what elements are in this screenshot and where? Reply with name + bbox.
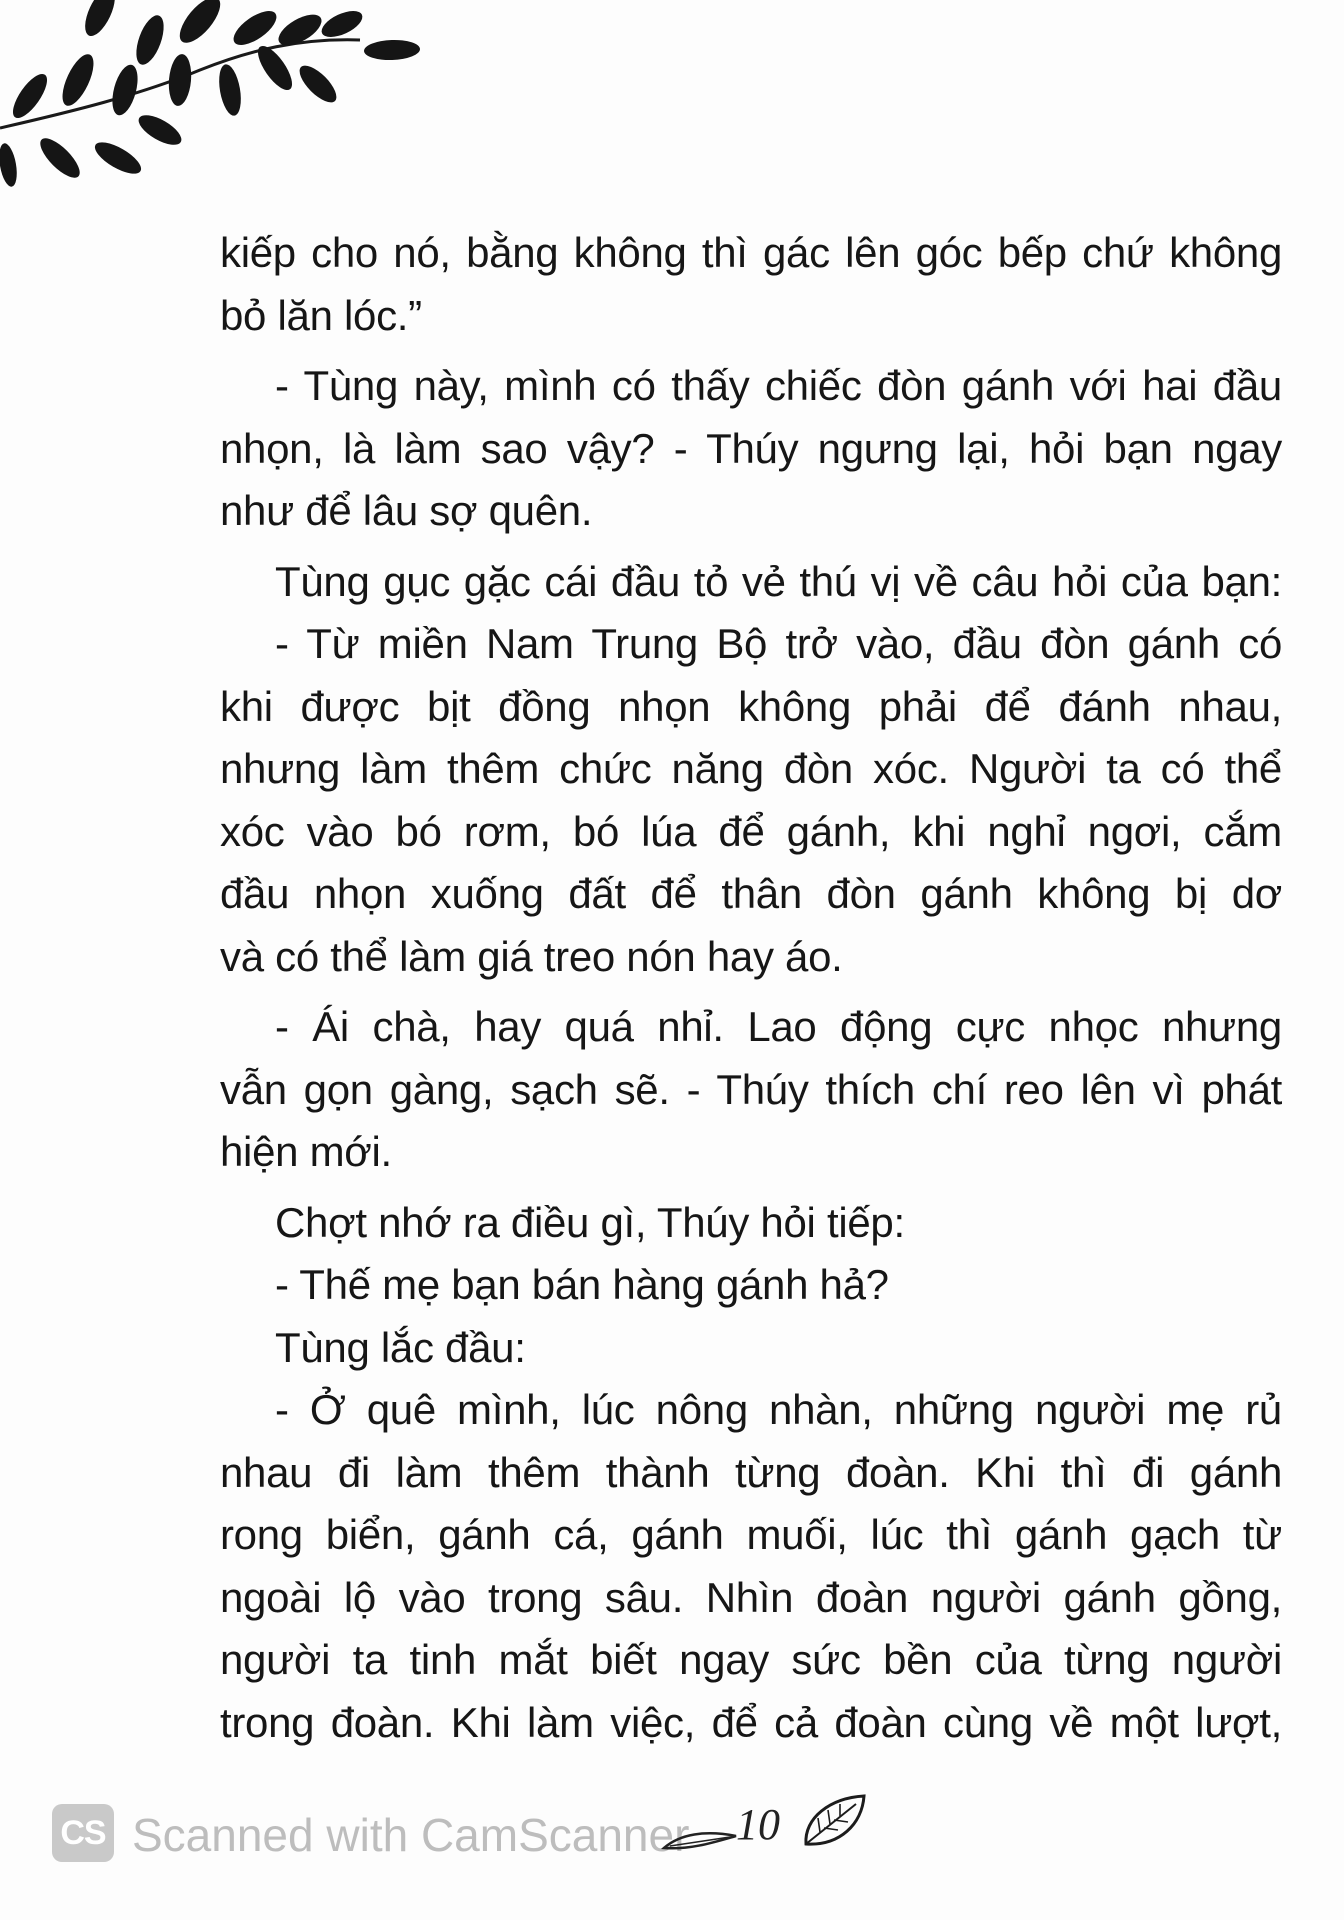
text-line: khi được bịt đồng nhọn không phải để đánh nhau, (220, 682, 1282, 730)
text-line: hiện mới. (220, 1128, 392, 1175)
text-line: xóc vào bó rơm, bó lúa để gánh, khi nghỉ ngơi, cắm (220, 807, 1282, 855)
page-footer (0, 1790, 1344, 1880)
body-text (220, 222, 1282, 1754)
text-line: - Ở quê mình, lúc nông nhàn, những người mẹ rủ (275, 1386, 1282, 1433)
text-line: - Ái chà, hay quá nhỉ. Lao động cực nhọc nhưng (275, 1003, 1282, 1050)
text-line: nhưng làm thêm chức năng đòn xóc. Người ta có thể (220, 745, 1282, 792)
text-line: bỏ lăn lóc.” (220, 291, 422, 339)
text-line: Tùng gục gặc cái đầu tỏ vẻ thú vị về câu hỏi của bạn: (275, 557, 1282, 605)
leaf-icon (800, 1792, 870, 1854)
text-line: vẫn gọn gàng, sạch sẽ. - Thúy thích chí reo lên vì phát (220, 1065, 1282, 1113)
text-line: nhọn, là làm sao vậy? - Thúy ngưng lại, hỏi bạn ngay (220, 424, 1282, 472)
text-line: trong đoàn. Khi làm việc, để cả đoàn cùng về một lượt, (220, 1698, 1282, 1746)
text-line: kiếp cho nó, bằng không thì gác lên góc bếp chứ không (220, 229, 1282, 276)
text-line: rong biển, gánh cá, gánh muối, lúc thì gánh gạch từ (220, 1511, 1282, 1558)
feather-icon (660, 1820, 740, 1860)
text-line: như để lâu sợ quên. (220, 487, 593, 534)
text-line: người ta tinh mắt biết ngay sức bền của từng người (220, 1636, 1282, 1683)
text-line: nhau đi làm thêm thành từng đoàn. Khi thì đi gánh (220, 1448, 1282, 1496)
text-line: - Tùng này, mình có thấy chiếc đòn gánh với hai đầu (275, 362, 1282, 409)
text-line: - Từ miền Nam Trung Bộ trở vào, đầu đòn gánh có (275, 620, 1282, 667)
text-line: - Thế mẹ bạn bán hàng gánh hả? (275, 1261, 889, 1308)
text-line: Chợt nhớ ra điều gì, Thúy hỏi tiếp: (275, 1198, 905, 1246)
text-line: Tùng lắc đầu: (275, 1323, 526, 1371)
text-line: ngoài lộ vào trong sâu. Nhìn đoàn người gánh gồng, (220, 1573, 1282, 1621)
text-line: đầu nhọn xuống đất để thân đòn gánh không bị dơ (220, 870, 1282, 917)
leaf-branch-icon (0, 0, 460, 190)
text-line: và có thể làm giá treo nón hay áo. (220, 932, 843, 980)
camscanner-logo: CS (52, 1804, 114, 1862)
scanner-watermark: Scanned with CamScanner (132, 1809, 690, 1861)
page-number: 10 (736, 1800, 780, 1849)
